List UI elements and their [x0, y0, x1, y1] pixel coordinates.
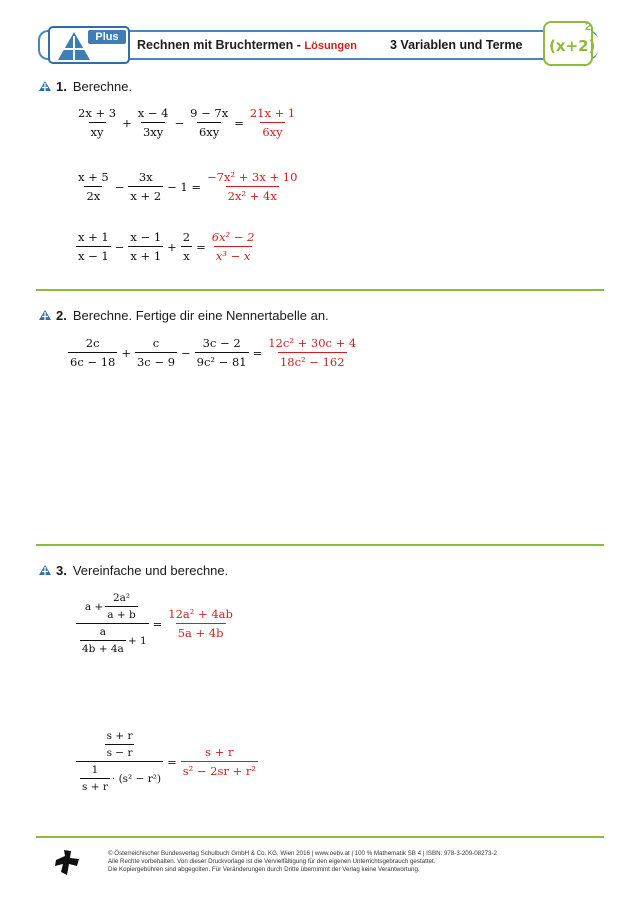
footer-copyright: © Österreichischer Bundesverlag Schulbuch GmbH & Co. KG, Wien 2016 | www.oebv.at | 100 % Mathematik SB 4 | ISBN: 978-3-209-08273-2	[108, 850, 497, 857]
fraction: $\frac{c}{3c - 9}$	[136, 336, 176, 369]
fraction: x + 5 2x	[78, 170, 109, 203]
task-number: 1.	[56, 79, 67, 94]
solution-fraction: $\frac{21x + 1}{6xy}$	[249, 106, 296, 139]
title-text: Rechnen mit Bruchtermen -	[137, 38, 305, 52]
equation-5: a + $\frac{\text{2a²}}{a + b}$ a 4b + 4a + 1 = $\frac{\text{12a² + 4ab}}{5a + 4b}$	[74, 592, 237, 655]
task-number: 2.	[56, 308, 67, 323]
solution-fraction: $\frac{\text{12c² + 30c + 4}}{\text{18c² − 162}}$	[268, 336, 357, 369]
solution-fraction: $\frac{\text{−7x² + 3x + 10}}{\text{2x² + 4x}}$	[207, 170, 298, 203]
corner-logo-text: (x+2)	[549, 37, 596, 55]
task-2-heading	[38, 308, 329, 323]
chapter-title: 3 Variablen und Terme	[390, 38, 523, 52]
task-text: Berechne. Fertige dir eine Nennertabelle an.	[72, 308, 329, 323]
corner-logo-exponent: 2	[585, 21, 592, 33]
footer-disclaimer: Die Kopiergebühren sind abgegolten. Für Veränderungen durch Dritte übernimmt der Verlag keine Verantwortung.	[108, 866, 420, 873]
fraction: x + 1 x − 1	[78, 230, 109, 263]
footer-rights: Alle Rechte vorbehalten. Von dieser Druckvorlage ist die Vervielfältigung für den eigenen Unterrichtsgebrauch gestattet.	[108, 858, 436, 865]
equation-3: x + 1 x − 1 − $\frac{x - 1}{x + 1}$ + $\frac{2}{x}$ = $\frac{\text{6x² − 2}}{\text{x³ − x}}$	[78, 230, 255, 263]
difficulty-triangle-icon	[38, 564, 52, 576]
solution-fraction: $\frac{\text{12a² + 4ab}}{5a + 4b}$	[168, 607, 233, 640]
difficulty-triangle-icon	[38, 309, 52, 321]
minus-one: − 1 =	[167, 179, 202, 194]
fraction: $\frac{x - 4}{3xy}$	[137, 106, 169, 139]
task-text: Berechne.	[72, 79, 133, 94]
difficulty-triangle-icon	[38, 80, 52, 92]
task-1-heading	[38, 79, 132, 94]
task-number: 3.	[56, 563, 67, 578]
complex-fraction: a + $\frac{\text{2a²}}{a + b}$ a 4b + 4a + 1	[76, 592, 149, 655]
section-divider	[36, 544, 604, 546]
fraction: 2c 6c − 18	[70, 336, 116, 369]
task-3-heading	[38, 563, 228, 578]
task-text: Vereinfache und berechne.	[72, 563, 229, 578]
fraction: $\frac{3x}{x + 2}$	[130, 170, 162, 203]
fraction: 2x + 3 xy	[78, 106, 117, 139]
equation-6: $\frac{s + r}{s - r}$ 1 s + r · (s² − r²) = $\frac{s + r}{\text{s² − 2sr + r²}}$	[74, 730, 260, 793]
solution-fraction: $\frac{s + r}{\text{s² − 2sr + r²}}$	[182, 745, 256, 778]
equation-1: 2x + 3 xy + $\frac{x - 4}{3xy}$ − $\frac{9 - 7x}{6xy}$ = $\frac{21x + 1}{6xy}$	[78, 106, 296, 139]
solutions-label: Lösungen	[304, 40, 357, 52]
solution-fraction: $\frac{\text{6x² − 2}}{\text{x³ − x}}$	[211, 230, 255, 263]
equation-2: x + 5 2x − $\frac{3x}{x + 2}$ − 1 = $\frac{\text{−7x² + 3x + 10}}{\text{2x² + 4x}}$	[78, 170, 298, 203]
equation-4: 2c 6c − 18 + $\frac{c}{3c - 9}$ − $\frac{3c - 2}{\text{9c² − 81}}$ = $\frac{\text{12c² + 30c + 4}}{\text{18c² − 162}}$	[70, 336, 357, 369]
section-divider	[36, 289, 604, 291]
fraction: $\frac{2}{x}$	[182, 230, 191, 263]
fraction: $\frac{3c - 2}{\text{9c² − 81}}$	[196, 336, 247, 369]
page-title	[137, 38, 357, 52]
math-corner-logo	[543, 21, 596, 66]
fraction: $\frac{x - 1}{x + 1}$	[130, 230, 162, 263]
publisher-logo-icon	[52, 848, 82, 878]
fraction: $\frac{9 - 7x}{6xy}$	[190, 106, 229, 139]
logo-plus-label: Plus	[88, 30, 126, 44]
complex-fraction: $\frac{s + r}{s - r}$ 1 s + r · (s² − r²)	[76, 730, 163, 793]
section-divider	[36, 836, 604, 838]
